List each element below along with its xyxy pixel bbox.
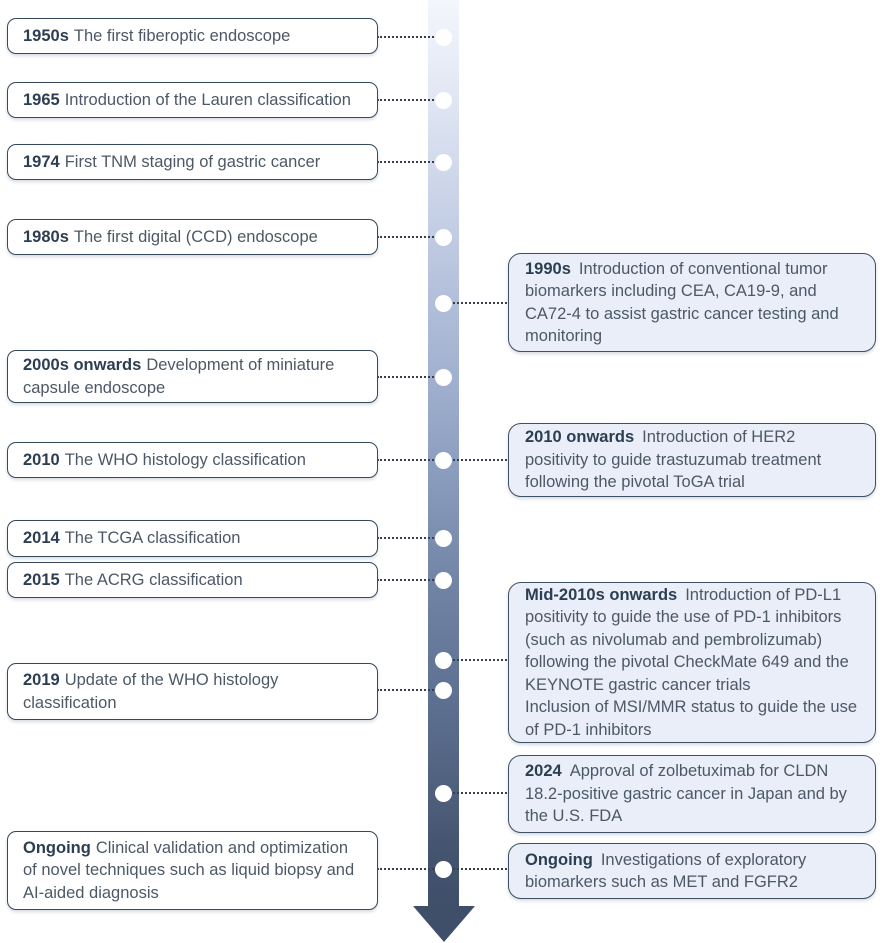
event-year: 2014 bbox=[23, 529, 60, 548]
event-year: Mid-2010s onwards bbox=[525, 585, 678, 604]
event-year: 2019 bbox=[23, 671, 60, 690]
connector-1965 bbox=[377, 99, 437, 101]
connector-2014 bbox=[377, 537, 437, 539]
timeline-node-2019 bbox=[435, 682, 452, 699]
event-year: 2000s onwards bbox=[23, 356, 142, 375]
event-box-1974 bbox=[7, 144, 378, 180]
event-year: 1980s bbox=[23, 227, 69, 246]
event-year: Ongoing bbox=[525, 850, 593, 869]
event-text: The WHO histology classification bbox=[64, 450, 306, 469]
event-year: 1950s bbox=[23, 26, 69, 45]
event-text: Approval of zolbetuximab for CLDN 18.2-positive gastric cancer in Japan and by the U.S. FDA bbox=[525, 762, 847, 826]
timeline-arrowhead-icon bbox=[413, 906, 475, 942]
connector-2010 bbox=[377, 459, 437, 461]
timeline-node-2000s bbox=[435, 369, 452, 386]
event-year: 2015 bbox=[23, 570, 60, 589]
connector-2015 bbox=[377, 579, 437, 581]
connector-1980s bbox=[377, 236, 437, 238]
event-box-2015 bbox=[7, 562, 378, 598]
event-box-2010 bbox=[7, 442, 378, 478]
connector-2024 bbox=[450, 792, 510, 794]
event-box-1965 bbox=[7, 82, 378, 118]
event-year: 1974 bbox=[23, 152, 60, 171]
connector-2000s bbox=[377, 376, 437, 378]
event-box-ongoing-left bbox=[7, 831, 378, 910]
connector-1950s bbox=[377, 36, 437, 38]
event-text: Introduction of conventional tumor biomarkers including CEA, CA19-9, and CA72-4 to assist gastric cancer testing and monitoring bbox=[525, 259, 839, 345]
timeline-node-1980s bbox=[435, 229, 452, 246]
connector-2010-onwards bbox=[450, 459, 510, 461]
connector-ongoing-left bbox=[377, 868, 437, 870]
timeline-node-1990s bbox=[435, 295, 452, 312]
event-text: Introduction of HER2 positivity to guide trastuzumab treatment following the pivotal ToGA trial bbox=[525, 428, 822, 492]
timeline-node-2015 bbox=[435, 572, 452, 589]
event-text: Development of miniature capsule endoscope bbox=[23, 356, 335, 397]
event-text: Clinical validation and optimization of novel techniques such as liquid biopsy and AI-aided diagnosis bbox=[23, 838, 355, 902]
connector-1974 bbox=[377, 161, 437, 163]
event-year: 1990s bbox=[525, 259, 571, 278]
event-year: 2010 bbox=[23, 450, 60, 469]
timeline-node-2014 bbox=[435, 530, 452, 547]
event-year: 1965 bbox=[23, 90, 60, 109]
event-year: 2010 onwards bbox=[525, 428, 635, 447]
timeline-node-mid-2010s bbox=[435, 652, 452, 669]
timeline-node-1974 bbox=[435, 154, 452, 171]
event-box-2019 bbox=[7, 663, 378, 720]
event-year: 2024 bbox=[525, 762, 562, 781]
connector-mid-2010s bbox=[450, 659, 510, 661]
event-text: Introduction of the Lauren classification bbox=[64, 90, 351, 109]
event-text: The TCGA classification bbox=[64, 529, 241, 548]
timeline-node-ongoing bbox=[435, 861, 452, 878]
event-text: The first digital (CCD) endoscope bbox=[73, 227, 318, 246]
event-box-1990s bbox=[508, 253, 876, 352]
timeline-node-1950s bbox=[435, 29, 452, 46]
event-box-2014 bbox=[7, 520, 378, 557]
event-box-ongoing-right bbox=[508, 843, 876, 899]
timeline-node-2024 bbox=[435, 785, 452, 802]
connector-ongoing-right bbox=[450, 868, 510, 870]
connector-2019 bbox=[377, 689, 437, 691]
event-text: The ACRG classification bbox=[64, 570, 243, 589]
event-box-2000s bbox=[7, 350, 378, 403]
event-text: Update of the WHO histology classification bbox=[23, 671, 279, 712]
event-box-mid-2010s bbox=[508, 582, 876, 743]
connector-1990s bbox=[450, 302, 510, 304]
event-year: Ongoing bbox=[23, 838, 91, 857]
event-text: The first fiberoptic endoscope bbox=[73, 26, 291, 45]
event-text: Introduction of PD-L1 positivity to guide the use of PD-1 inhibitors (such as nivolumab and pembrolizumab) following the pivotal CheckMate 649 and the KEYNOTE gastric cancer trials bbox=[525, 585, 849, 694]
event-box-2010-onwards bbox=[508, 423, 876, 497]
event-box-1950s bbox=[7, 18, 378, 54]
event-box-1980s bbox=[7, 219, 378, 255]
event-box-2024 bbox=[508, 755, 876, 833]
event-text: Investigations of exploratory biomarkers such as MET and FGFR2 bbox=[525, 850, 807, 891]
event-text: First TNM staging of gastric cancer bbox=[64, 152, 321, 171]
timeline-node-1965 bbox=[435, 92, 452, 109]
event-text-line2: Inclusion of MSI/MMR status to guide the use of PD-1 inhibitors bbox=[525, 698, 857, 739]
timeline-node-2010 bbox=[435, 452, 452, 469]
